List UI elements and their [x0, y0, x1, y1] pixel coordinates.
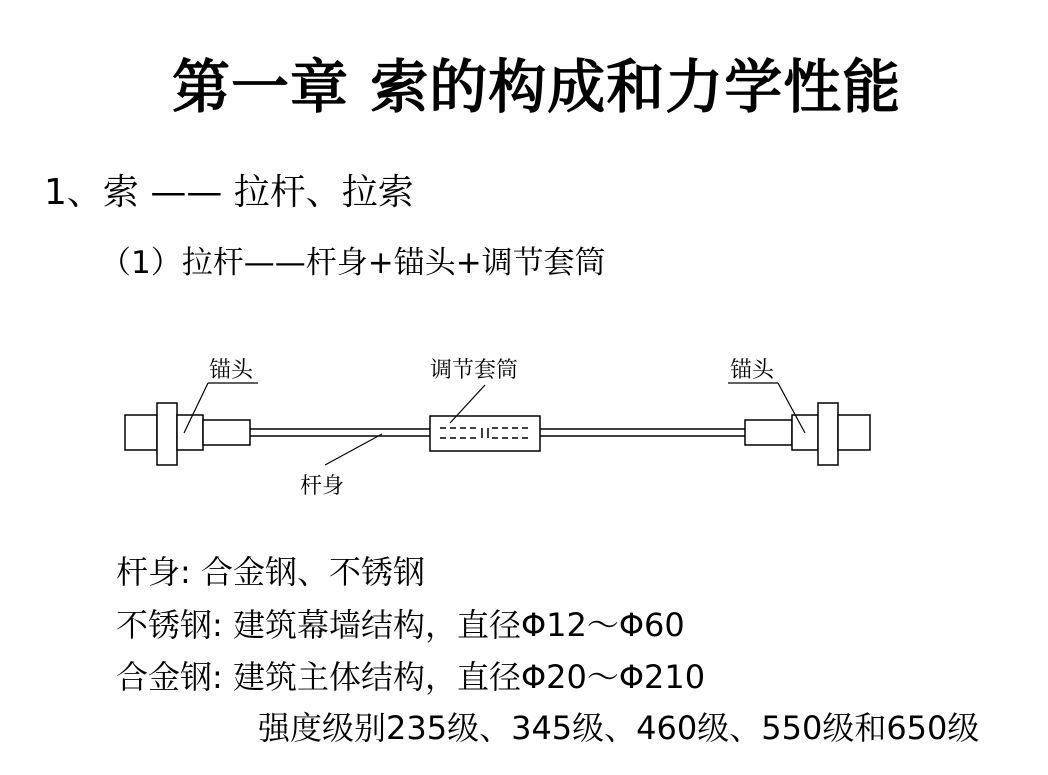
sleeve-label: 调节套筒: [430, 358, 519, 383]
page-title: 第一章 索的构成和力学性能: [172, 53, 902, 121]
adjusting-sleeve: [430, 416, 540, 451]
right-anchor-label: 锚头: [730, 358, 775, 383]
subsection-heading: （1）拉杆——杆身+锚头+调节套筒: [100, 245, 606, 281]
section-heading: 1、索 —— 拉杆、拉索: [44, 172, 414, 213]
right-anchor-end: [838, 415, 870, 450]
tie-rod-diagram: [110, 345, 890, 515]
right-anchor-nut: [818, 403, 838, 465]
strength-grade-line: 强度级别235级、345级、460级、550级和650级: [258, 709, 980, 747]
rod-material-line: 杆身: 合金钢、不锈钢: [116, 553, 425, 591]
rod-leader: [325, 434, 382, 465]
right-anchor-neck: [745, 420, 792, 445]
left-anchor-neck: [203, 420, 250, 445]
alloy-steel-line: 合金钢: 建筑主体结构，直径Φ20～Φ210: [116, 658, 706, 696]
left-anchor-nut: [157, 403, 177, 465]
rod-label: 杆身: [300, 474, 345, 499]
left-anchor-end: [125, 415, 157, 450]
stainless-steel-line: 不锈钢: 建筑幕墙结构，直径Φ12～Φ60: [116, 606, 685, 644]
left-anchor-label: 锚头: [209, 358, 254, 383]
